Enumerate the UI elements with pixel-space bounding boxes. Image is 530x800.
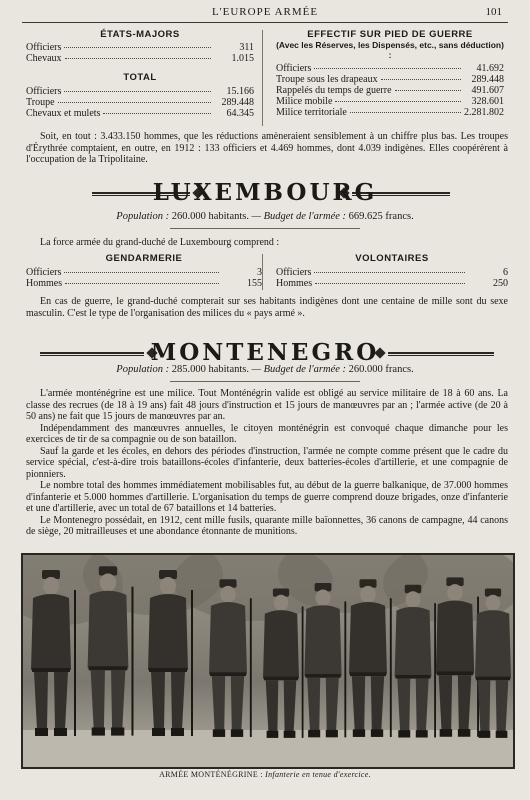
stat-label: Chevaux et mulets	[26, 108, 101, 119]
stat-label: Hommes	[26, 278, 63, 289]
etats-majors-heading: ÉTATS-MAJORS	[100, 29, 180, 40]
stat-value: 289.448	[471, 74, 504, 85]
caption-prefix: ARMÉE MONTÉNÉGRINE :	[159, 770, 263, 779]
stat-row	[276, 85, 504, 96]
stat-row	[26, 53, 254, 64]
stat-row	[276, 74, 504, 85]
population-label: Population :	[116, 211, 170, 222]
budget-value: 669.625 francs.	[348, 211, 414, 222]
paragraph: Le nombre total des hommes immédiatement mobilisables fut, au début de la guerre balkanique, de 37.000 hommes d'infanterie et 5.000 hommes d'artillerie. L'organisation du temps de guerre comprend douze brigades, onze d'infanterie et une d'artillerie, avec un total de 67 bataillons et 14 batteries.	[26, 480, 508, 514]
total-heading: TOTAL	[123, 72, 157, 83]
running-header	[0, 6, 530, 22]
volontaires-block	[276, 253, 508, 289]
column-divider	[262, 254, 263, 290]
stat-row	[26, 278, 262, 289]
luxembourg-population-budget: Population : 260.000 habitants. — Budget de l'armée : 669.625 francs.	[116, 211, 414, 222]
gendarmerie-block	[26, 253, 262, 289]
page-number: 101	[485, 6, 502, 18]
italy-summary-text: Soit, en tout : 3.433.150 hommes, que les réductions amèneraient sensiblement à un chiffre plus bas. Les troupes d'Érythrée comptaient, en outre, en 1912 : 133 officiers et 4.469 hommes, dont 4.039 indigènes. Elles coopérèrent à l'occupation de la Tripolitaine.	[26, 131, 508, 165]
photo-caption	[0, 770, 530, 779]
stat-value: 3	[257, 267, 262, 278]
stat-label: Hommes	[276, 278, 313, 289]
stat-row	[26, 267, 262, 278]
stat-label: Troupe	[26, 97, 55, 108]
short-rule	[170, 381, 360, 382]
stat-value: 491.607	[471, 85, 504, 96]
paragraph: Le Montenegro possédait, en 1912, cent mille fusils, quarante mille baïonnettes, 36 canons de campagne, 44 canons de siège, 20 mitrailleuses et une abondance étonnante de munitions.	[26, 514, 508, 537]
stat-label: Officiers	[276, 63, 312, 74]
right-stats-column	[276, 29, 504, 118]
population-label: Population :	[116, 364, 170, 375]
stat-label: Milice mobile	[276, 96, 333, 107]
stat-label: Rappelés du temps de guerre	[276, 85, 392, 96]
population-value: 285.000 habitants.	[171, 364, 250, 375]
column-divider	[262, 30, 263, 126]
caption-text: Infanterie en tenue d'exercice.	[265, 770, 371, 779]
gendarmerie-heading: GENDARMERIE	[105, 253, 183, 264]
stat-label: Chevaux	[26, 53, 62, 64]
stat-row	[276, 96, 504, 107]
stat-value: 1.015	[231, 53, 254, 64]
effectif-heading: EFFECTIF SUR PIED DE GUERRE	[307, 29, 473, 40]
effectif-note: (Avec les Réserves, les Dispensés, etc., sans déduction) :	[276, 40, 504, 60]
stat-row	[26, 86, 254, 97]
stat-label: Officiers	[276, 267, 312, 278]
stat-value: 2.281.802	[464, 107, 504, 118]
header-rule	[22, 22, 508, 23]
section-title-montenegro: MONTENEGRO	[150, 339, 380, 366]
stat-value: 41.692	[476, 63, 504, 74]
volontaires-heading: VOLONTAIRES	[355, 253, 429, 264]
stat-value: 155	[247, 278, 262, 289]
budget-value: 260.000 francs.	[348, 364, 414, 375]
luxembourg-text: En cas de guerre, le grand-duché compterait sur ses habitants indigènes dont une centaine de mille sont du sexe masculin. C'est le type de l'organisation des milices du « pays armé ».	[26, 296, 508, 319]
stat-row	[26, 97, 254, 108]
stat-row	[276, 267, 508, 278]
stat-row	[26, 108, 254, 119]
budget-label: Budget de l'armée :	[263, 211, 347, 222]
population-value: 260.000 habitants.	[171, 211, 250, 222]
short-rule	[170, 228, 360, 229]
header-title: L'EUROPE ARMÉE	[211, 6, 319, 18]
stat-value: 250	[493, 278, 508, 289]
paragraph: Indépendamment des manœuvres annuelles, le citoyen monténégrin est convoqué chaque dimanche pour les exercices de tir de sa compagnie ou de son bataillon.	[26, 422, 508, 445]
soldiers-illustration	[23, 555, 513, 767]
stat-value: 64.345	[226, 108, 254, 119]
luxembourg-intro: La force armée du grand-duché de Luxembourg comprend :	[40, 237, 280, 248]
stat-value: 6	[503, 267, 508, 278]
montenegro-population-budget: Population : 285.000 habitants. — Budget de l'armée : 260.000 francs.	[116, 364, 414, 375]
stat-label: Officiers	[26, 267, 62, 278]
stat-label: Milice territoriale	[276, 107, 347, 118]
stat-value: 15.166	[226, 86, 254, 97]
stat-value: 289.448	[221, 97, 254, 108]
section-title-luxembourg: LUXEMBOURG	[152, 179, 378, 206]
stat-row	[276, 63, 504, 74]
montenegro-body	[26, 388, 508, 538]
photo-montenegrin-infantry	[21, 553, 515, 769]
left-stats-column	[26, 29, 254, 119]
stat-label: Officiers	[26, 86, 62, 97]
stat-label: Troupe sous les drapeaux	[276, 74, 378, 85]
stat-row	[26, 42, 254, 53]
paragraph: Sauf la garde et les écoles, en dehors des périodes d'instruction, l'armée ne compte comme présent que le cadre du service spécial, c'est-à-dire trois bataillons-écoles d'infanterie, deux batteries-écoles d'artillerie, et une compagnie de pionniers.	[26, 445, 508, 480]
budget-label: Budget de l'armée :	[263, 364, 347, 375]
stat-value: 328.601	[471, 96, 504, 107]
stat-value: 311	[239, 42, 254, 53]
stat-row	[276, 107, 504, 118]
stat-label: Officiers	[26, 42, 62, 53]
stat-row	[276, 278, 508, 289]
paragraph: L'armée monténégrine est une milice. Tout Monténégrin valide est obligé au service militaire de 18 à 60 ans. La classe des recrues (de 18 à 19 ans) fait 48 jours d'instruction et 15 jours de manœuvres par an ; l'armée active (de 20 à 50 ans) ne fait que 15 jours de manœuvres par an.	[26, 388, 508, 422]
